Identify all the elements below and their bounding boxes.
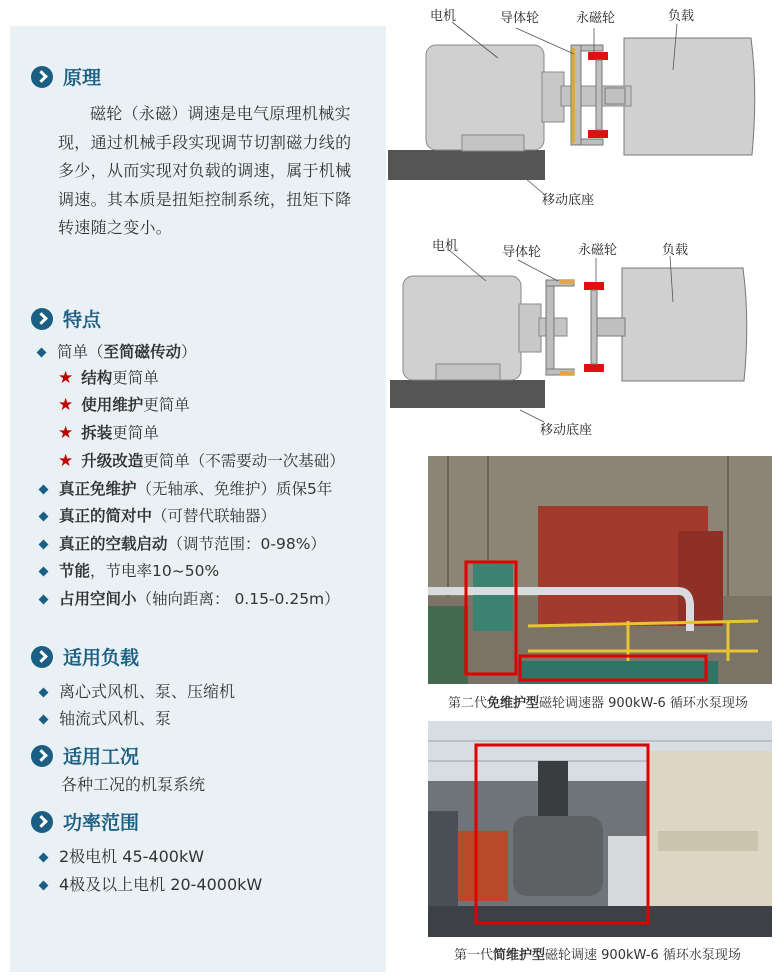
feature-bold: 使用维护 xyxy=(81,396,144,414)
diamond-bullet-icon xyxy=(39,484,49,494)
caption-text: 磁轮调速器 900kW-6 循环水泵现场 xyxy=(539,696,748,711)
star-icon: ★ xyxy=(58,395,74,415)
load-text: 离心式风机、泵、压缩机 xyxy=(59,682,236,701)
label-motor: 电机 xyxy=(430,9,457,24)
feature-text: 更简单（不需要动一次基础） xyxy=(143,452,345,470)
star-icon: ★ xyxy=(58,368,74,388)
caption-text: 磁轮调速 900kW-6 循环水泵现场 xyxy=(545,948,741,963)
feature-item xyxy=(40,561,219,581)
section-title: 适用工况 xyxy=(63,746,140,768)
site-photo-gen1 xyxy=(428,721,772,937)
diamond-bullet-icon xyxy=(39,852,49,862)
caption-gen2 xyxy=(448,692,748,711)
movable-base xyxy=(390,380,545,408)
star-icon: ★ xyxy=(58,423,74,443)
load-item xyxy=(40,682,235,702)
feature-sub-item xyxy=(58,451,345,471)
star-icon: ★ xyxy=(58,451,74,471)
magnet-bottom xyxy=(584,364,604,372)
feature-text: 更简单 xyxy=(143,396,190,414)
magnet-top xyxy=(588,52,608,60)
section-header-power xyxy=(31,808,139,835)
feature-bold: 升级改造 xyxy=(81,452,144,470)
feature-sub-item xyxy=(58,395,190,415)
diamond-bullet-icon xyxy=(37,347,47,357)
site-photo-gen2 xyxy=(428,456,772,684)
feature-text: ，节电率10~50% xyxy=(90,562,220,580)
label-magnet: 永磁轮 xyxy=(578,243,618,258)
chevron-right-icon xyxy=(31,811,53,833)
motor-body xyxy=(426,45,544,150)
diamond-bullet-icon xyxy=(39,539,49,549)
label-load: 负载 xyxy=(662,243,689,258)
feature-bold: 真正的空载启动 xyxy=(59,535,168,553)
feature-sub-item xyxy=(58,423,159,443)
section-title: 特点 xyxy=(63,309,102,331)
feature-item xyxy=(38,342,197,362)
label-base: 移动底座 xyxy=(540,423,593,438)
label-base: 移动底座 xyxy=(542,193,595,208)
load-block xyxy=(624,38,755,155)
feature-bold: 至简磁传动 xyxy=(103,343,182,361)
load-text: 轴流式风机、泵 xyxy=(59,709,172,728)
magnet-top xyxy=(584,282,604,290)
feature-item xyxy=(40,479,332,499)
diagram-engaged xyxy=(386,0,780,215)
caption-text: 第一代 xyxy=(454,948,494,963)
diamond-bullet-icon xyxy=(39,687,49,697)
feature-bold: 真正的简对中 xyxy=(59,507,153,525)
magnet-bottom xyxy=(588,130,608,138)
feature-bold: 结构 xyxy=(81,369,113,387)
feature-text: （调节范围：0-98%） xyxy=(167,535,326,553)
diamond-bullet-icon xyxy=(39,594,49,604)
conductor-rotor xyxy=(546,280,554,375)
power-item xyxy=(40,875,262,895)
diamond-bullet-icon xyxy=(39,880,49,890)
feature-text: 更简单 xyxy=(112,369,159,387)
feature-bold: 真正免维护 xyxy=(59,480,137,498)
power-text: 4极及以上电机 20-4000kW xyxy=(59,875,263,894)
diamond-bullet-icon xyxy=(39,566,49,576)
caption-bold: 简维护型 xyxy=(493,948,546,963)
section-title: 功率范围 xyxy=(63,812,140,834)
feature-item xyxy=(40,506,276,526)
diamond-bullet-icon xyxy=(39,714,49,724)
section-title: 适用负载 xyxy=(63,647,140,669)
label-motor: 电机 xyxy=(432,239,459,254)
feature-text: 简单（ xyxy=(57,343,104,361)
diamond-bullet-icon xyxy=(39,511,49,521)
power-text: 2极电机 45-400kW xyxy=(59,847,205,866)
label-conductor: 导体轮 xyxy=(500,11,540,26)
label-load: 负载 xyxy=(668,9,695,24)
feature-sub-item xyxy=(58,368,159,388)
section-header-features xyxy=(31,305,101,332)
chevron-right-icon xyxy=(31,646,53,668)
section-header-principle xyxy=(31,63,101,90)
label-conductor: 导体轮 xyxy=(502,245,542,260)
chevron-right-icon xyxy=(31,308,53,330)
feature-text: ） xyxy=(181,343,197,361)
feature-item xyxy=(40,534,326,554)
feature-bold: 拆装 xyxy=(81,424,113,442)
section-header-conditions xyxy=(31,742,139,769)
diagram-disengaged xyxy=(386,236,780,446)
chevron-right-icon xyxy=(31,745,53,767)
feature-text: （轴向距离： 0.15-0.25m） xyxy=(136,590,340,608)
caption-gen1 xyxy=(454,944,741,963)
section-header-loads xyxy=(31,643,139,670)
feature-text: （可替代联轴器） xyxy=(152,507,277,525)
label-magnet: 永磁轮 xyxy=(576,11,616,26)
feature-bold: 占用空间小 xyxy=(59,590,137,608)
chevron-right-icon xyxy=(31,66,53,88)
power-item xyxy=(40,847,204,867)
load-item xyxy=(40,709,171,729)
conditions-text: 各种工况的机泵系统 xyxy=(61,775,206,794)
feature-text: 更简单 xyxy=(112,424,159,442)
principle-paragraph: 磁轮（永磁）调速是电气原理机械实现，通过机械手段实现调节切割磁力线的多少，从而实现对负载的调速，属于机械调速。其本质是扭矩控制系统，扭矩下降转速随之变小。 xyxy=(58,104,352,237)
feature-item xyxy=(40,589,340,609)
section-title: 原理 xyxy=(63,67,102,89)
caption-text: 第二代 xyxy=(448,696,488,711)
load-block xyxy=(622,268,747,381)
feature-text: （无轴承、免维护）质保5年 xyxy=(136,480,333,498)
feature-bold: 节能 xyxy=(59,562,91,580)
caption-bold: 免维护型 xyxy=(487,696,540,711)
